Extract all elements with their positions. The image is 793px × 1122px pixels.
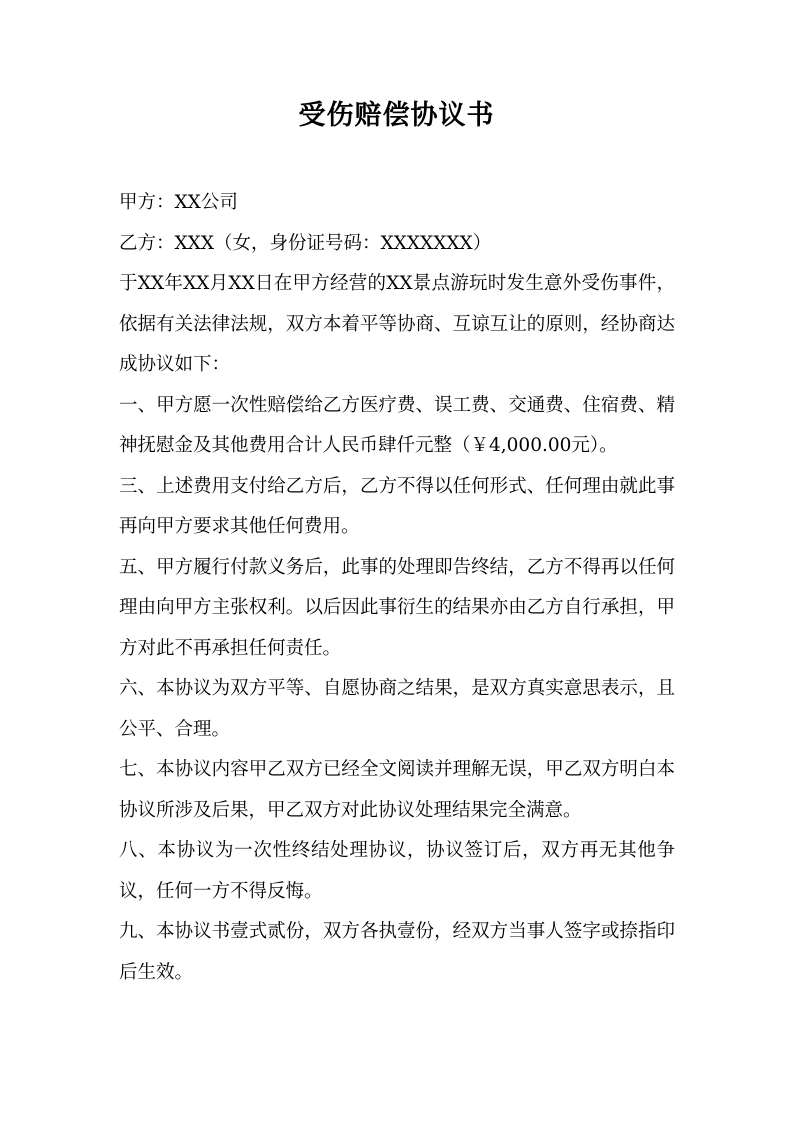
document-body <box>119 183 675 993</box>
clause-1: 一、甲方愿一次性赔偿给乙方医疗费、误工费、交通费、住宿费、精神抚慰金及其他费用合计人民币肆仟元整（￥4,000.00元）。 <box>119 394 675 456</box>
clause-6: 六、本协议为双方平等、自愿协商之结果，是双方真实意思表示，且公平、合理。 <box>119 678 675 740</box>
clause-8: 八、本协议为一次性终结处理协议，协议签订后，双方再无其他争议，任何一方不得反悔。 <box>119 840 675 902</box>
document-title: 受伤赔偿协议书 <box>298 100 495 131</box>
clause-9: 九、本协议书壹式贰份，双方各执壹份，经双方当事人签字或捺指印后生效。 <box>119 921 675 983</box>
clause-5: 五、甲方履行付款义务后，此事的处理即告终结，乙方不得再以任何理由向甲方主张权利。以后因此事衍生的结果亦由乙方自行承担，甲方对此不再承担任何责任。 <box>119 556 675 659</box>
party-b-line: 乙方：XXX（女，身份证号码：XXXXXXX） <box>119 232 492 254</box>
clause-3: 三、上述费用支付给乙方后，乙方不得以任何形式、任何理由就此事再向甲方要求其他任何费用。 <box>119 475 675 537</box>
clause-7: 七、本协议内容甲乙双方已经全文阅读并理解无误，甲乙双方明白本协议所涉及后果，甲乙双方对此协议处理结果完全满意。 <box>119 759 675 821</box>
party-a-line: 甲方：XX公司 <box>119 192 238 213</box>
preamble-paragraph: 于XX年XX月XX日在甲方经营的XX景点游玩时发生意外受伤事件，依据有关法律法规，双方本着平等协商、互谅互让的原则，经协商达成协议如下： <box>119 273 675 375</box>
